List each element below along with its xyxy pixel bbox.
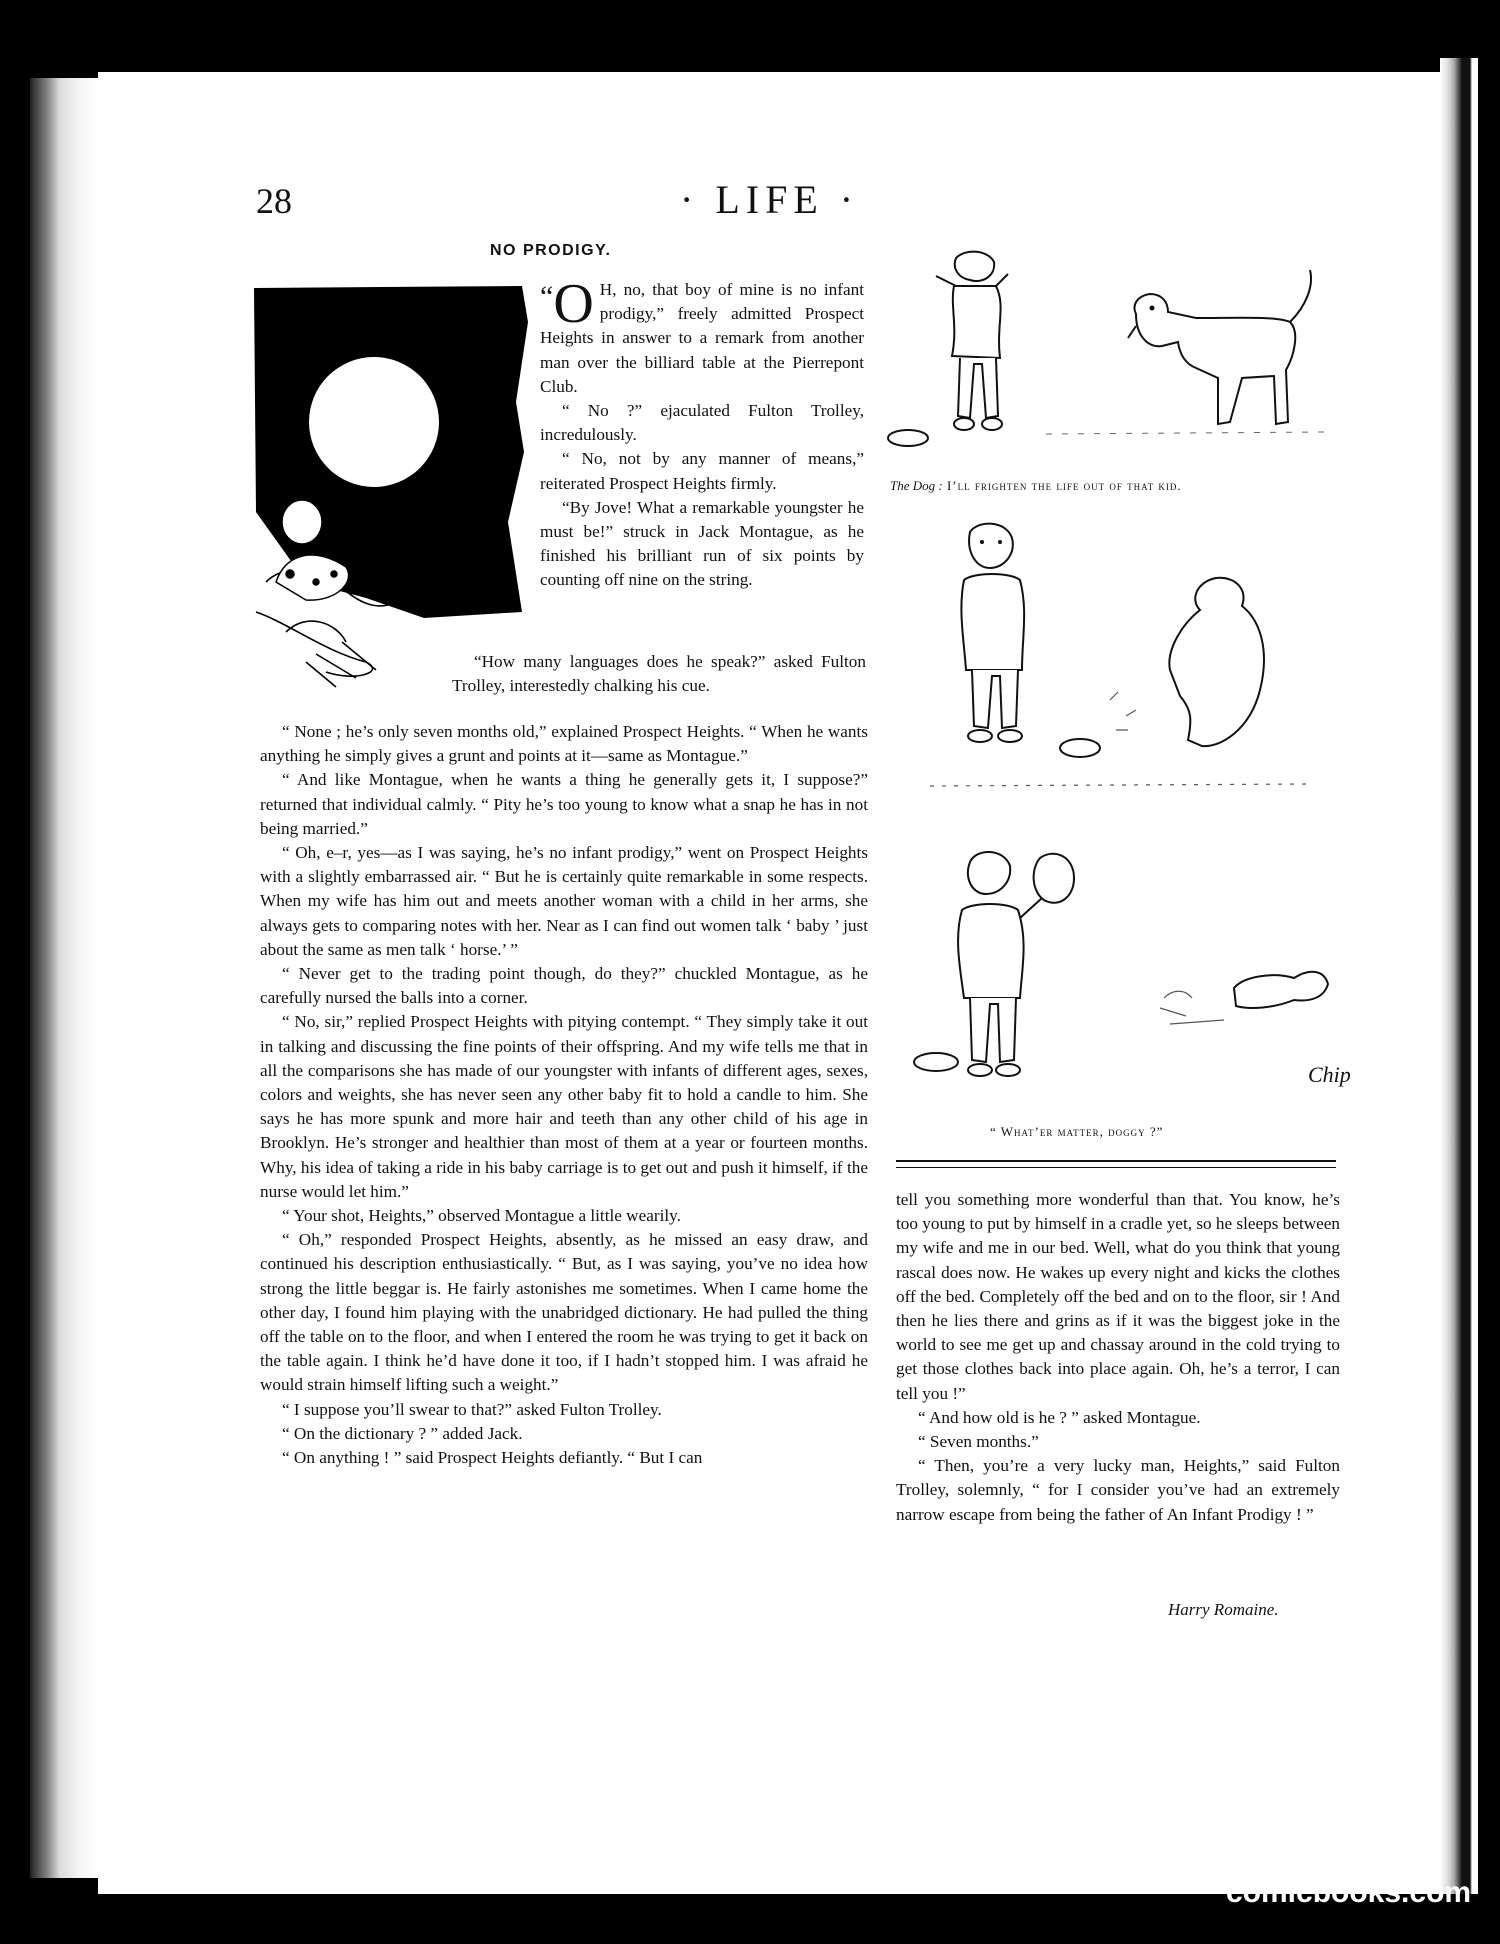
paragraph: “ On anything ! ” said Prospect Heights defiantly. “ But I can [282, 1448, 703, 1468]
paragraph: “ No, sir,” replied Prospect Heights with pitying contempt. “ They simply take it out in talking and discussing the fine points of their offspring. And my wife tells me that in all the comparisons she has made of our youngster with infants of different ages, sexes, colors and weights, she has never seen any other baby fit to hold a candle to him. She says he has more spunk and more hair and teeth than any other child of his age in Brooklyn. He’s stronger and healthier than most of them at a year or fourteen months. Why, his idea of taking a ride in his baby carriage is to get out and push it himself, if the nurse would let him.” [260, 1012, 868, 1201]
site-watermark: comicbooks.com [1226, 1876, 1472, 1909]
moon-baby-illustration [246, 282, 532, 692]
paragraph: “ Never get to the trading point though, do they?” chuckled Montague, as he carefully nursed the balls into a corner. [260, 964, 868, 1008]
paragraph: “ And how old is he ? ” asked Montague. [918, 1407, 1201, 1427]
paragraph: “By Jove! What a remarkable youngster he must be!” struck in Jack Montague, as he finished his brilliant run of six points by counting off nine on the string. [540, 497, 864, 590]
article-title: NO PRODIGY. [490, 242, 612, 259]
paragraph: “ None ; he’s only seven months old,” explained Prospect Heights. “ When he wants anything he simply gives a grunt and points at it—same as Montague.” [260, 722, 868, 766]
drop-cap: “O [540, 273, 594, 335]
paragraph: “ Oh, e–r, yes—as I was saying, he’s no infant prodigy,” went on Prospect Heights with a slightly embarrassed air. “ But he is certainly quite remarkable in some respects. When my wife has him out and meets another woman with a child in her arms, she always gets to comparing notes with her. Near as I can find out women talk ‘ baby ’ just about the same as men talk ‘ horse.’ ” [260, 843, 868, 959]
cartoon-caption-2: “ What’er matter, doggy ?” [990, 1124, 1164, 1139]
article-right-column [896, 1188, 1340, 1527]
page-number: 28 [256, 181, 292, 221]
article-intro [540, 273, 864, 593]
cartoon-panel-dog-approaches [896, 246, 1336, 470]
paragraph: “ And like Montague, when he wants a thing he generally gets it, I suppose?” returned that individual calmly. “ Pity he’s too young to know what a snap he has in not being married.” [260, 770, 868, 838]
author-signature: Harry Romaine. [1168, 1600, 1279, 1619]
cartoon-panel-boy-scares-dog [930, 520, 1310, 790]
column-divider-rule [896, 1160, 1336, 1168]
cartoon-caption-1: The Dog : I’ll frighten the life out of that kid. [890, 478, 1182, 493]
paragraph: “ No, not by any manner of means,” reiterated Prospect Heights firmly. [540, 449, 864, 493]
article-main-column [260, 720, 868, 1470]
page-edge-right [1440, 58, 1478, 1894]
paragraph: “ On the dictionary ? ” added Jack. [282, 1423, 523, 1443]
paragraph: H, no, that boy of mine is no infant prodigy,” freely admitted Prospect Heights in answer to a remark from another man over the billiard table at the Pierrepont Club. [540, 280, 864, 396]
paragraph: “ Then, you’re a very lucky man, Heights,” said Fulton Trolley, solemnly, “ for I consider you’ve had an extremely narrow escape from being the father of An Infant Prodigy ! ” [896, 1456, 1340, 1524]
paragraph: “How many languages does he speak?” asked Fulton Trolley, interestedly chalking his cue. [452, 652, 866, 696]
paragraph: “ No ?” ejaculated Fulton Trolley, incredulously. [540, 401, 864, 445]
paragraph: “ Seven months.” [918, 1432, 1039, 1452]
paragraph: “ I suppose you’ll swear to that?” asked Fulton Trolley. [282, 1399, 662, 1419]
article-continuation [452, 650, 866, 698]
masthead: · LIFE · [680, 177, 860, 222]
paragraph: “ Oh,” responded Prospect Heights, absently, as he missed an easy draw, and continued his description enthusiastically. “ But, as I was saying, you’ve no idea how strong the little beggar is. He fairly astonishes me sometimes. When I came home the other day, I found him playing with the unabridged dictionary. He had pulled the thing off the table on to the floor, and when I entered the room he was trying to get it back on the table again. I think he’d have done it too, if I hadn’t stopped him. I was afraid he would strain himself lifting such a weight.” [260, 1230, 868, 1395]
paragraph: tell you something more wonderful than that. You know, he’s too young to put by himself in a cradle yet, so he sleeps between my wife and me in our bed. Well, what do you think that young rascal does now. He wakes up every night and kicks the clothes off the bed. Completely off the bed and on to the floor, sir ! And then he lies there and grins as if it was the biggest joke in the world to see me get up and chassay around in the cold trying to get those clothes back into place again. Oh, he’s a terror, I can tell you !” [896, 1190, 1340, 1403]
artist-signature: Chip [1308, 1062, 1351, 1087]
page-edge-left [30, 78, 98, 1878]
paragraph: “ Your shot, Heights,” observed Montague a little wearily. [282, 1206, 681, 1226]
cartoon-panel-dog-flees [924, 848, 1351, 1098]
